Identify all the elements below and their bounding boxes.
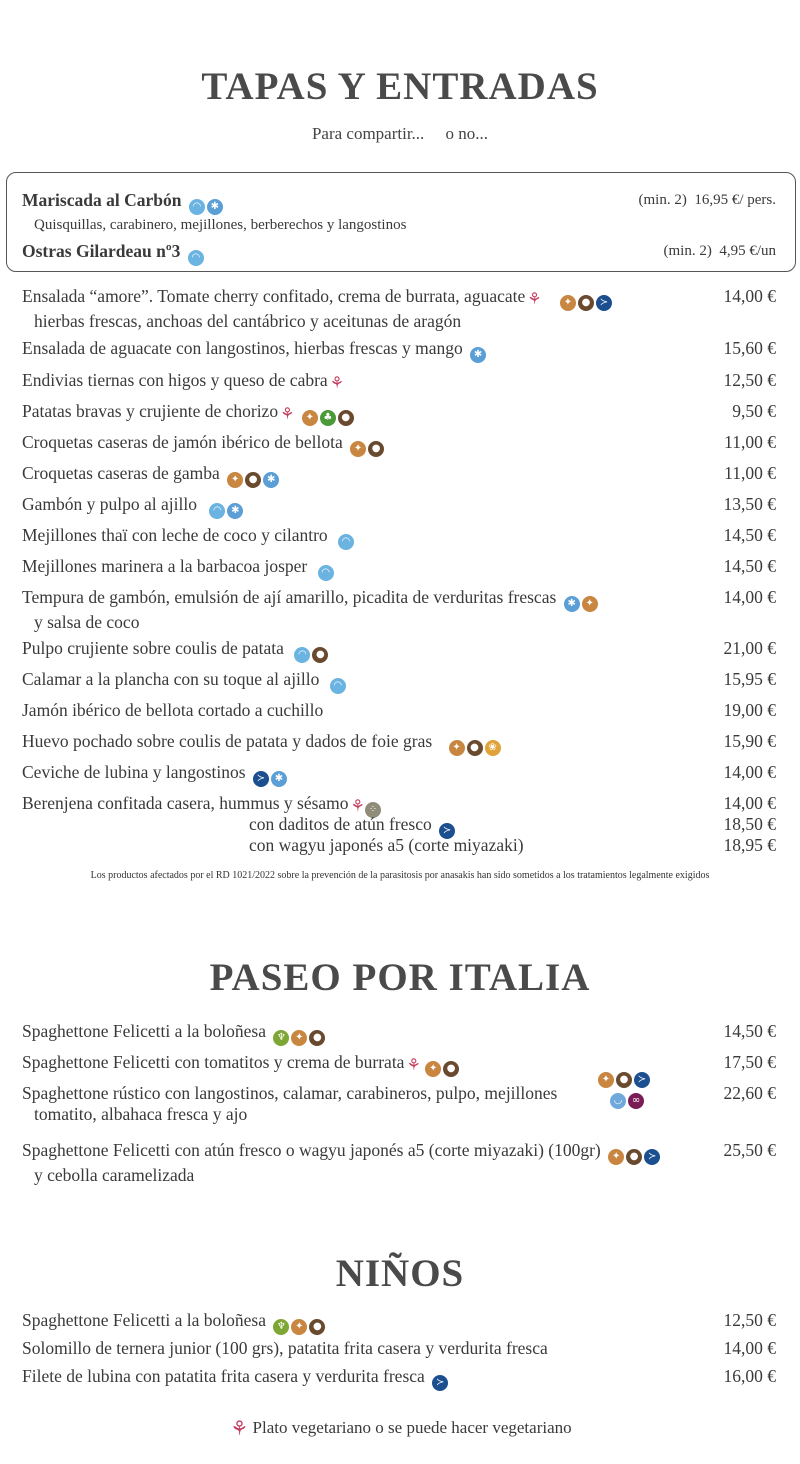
menu-item: Spaghettone Felicetti con atún fresco o wagyu japonés a5 (corte miyazaki) (100gr) ✦ ● ≻ 25,50 € y cebolla caramelizada [22, 1140, 776, 1185]
menu-item: Filete de lubina con patatita frita casera y verdurita fresca ≻ 16,00 € [22, 1366, 776, 1391]
shell-icon: ◠ [209, 503, 225, 519]
menu-item: Tempura de gambón, emulsión de ají amarillo, picadita de verduritas frescas ✱ ✦ 14,00 € y salsa de coco [22, 587, 776, 632]
sesame-icon: ⁘ [365, 802, 381, 818]
gluten-icon: ✦ [350, 441, 366, 457]
menu-item: Croquetas caseras de gamba ✦ ● ✱ 11,00 € [22, 463, 776, 488]
egg-icon: ● [309, 1319, 325, 1335]
celery-icon: ♆ [273, 1319, 289, 1335]
dairy-icon: ❀ [485, 740, 501, 756]
menu-item: Pulpo crujiente sobre coulis de patata ◠ ● 21,00 € [22, 638, 776, 663]
menu-item: Endivias tiernas con higos y queso de cabra ⚘ 12,50 € [22, 370, 776, 392]
egg-icon: ● [312, 647, 328, 663]
tulip-icon: ⚘ [329, 375, 345, 392]
tulip-icon: ⚘ [230, 1418, 249, 1440]
menu-item: Croquetas caseras de jamón ibérico de bellota ✦ ● 11,00 € [22, 432, 776, 457]
crab-icon: ✱ [564, 596, 580, 612]
shell-icon: ◠ [318, 565, 334, 581]
gluten-icon: ✦ [598, 1072, 614, 1088]
legend: ⚘ Plato vegetariano o se puede hacer vegetariano [230, 1418, 572, 1440]
egg-icon: ● [578, 295, 594, 311]
soy-icon: ♣ [320, 410, 336, 426]
fish-icon: ≻ [439, 823, 455, 839]
menu-item: Ensalada de aguacate con langostinos, hierbas frescas y mango ✱ 15,60 € [22, 338, 776, 363]
allergen-icons [610, 1093, 644, 1109]
shell-icon: ◠ [189, 199, 205, 215]
shell-icon: ◠ [330, 678, 346, 694]
menu-item: Ostras Gilardeau nº3 ◠ (min. 2) 4,95 €/un [22, 241, 776, 266]
menu-item: Spaghettone rústico con langostinos, calamar, carabineros, pulpo, mejillones 22,60 € tomatito, albahaca fresca y ajo [22, 1083, 776, 1124]
gluten-icon: ✦ [608, 1149, 624, 1165]
menu-item: Spaghettone Felicetti a la boloñesa ♆ ✦ ● 14,50 € [22, 1021, 776, 1046]
menu-item: Solomillo de ternera junior (100 grs), patatita frita casera y verdurita fresca 14,00 € [22, 1338, 776, 1358]
fish-icon: ≻ [644, 1149, 660, 1165]
menu-item: Huevo pochado sobre coulis de patata y dados de foie gras ✦ ● ❀ 15,90 € [22, 731, 776, 756]
section-title-ninos: NIÑOS [335, 1252, 465, 1295]
sulfite-icon: ∞ [628, 1093, 644, 1109]
egg-icon: ● [245, 472, 261, 488]
menu-item-extra: con daditos de atún fresco ≻ 18,50 € [249, 814, 776, 839]
fish-icon: ≻ [596, 295, 612, 311]
egg-icon: ● [616, 1072, 632, 1088]
shell-icon: ◠ [294, 647, 310, 663]
gluten-icon: ✦ [291, 1030, 307, 1046]
menu-item: Spaghettone Felicetti a la boloñesa ♆ ✦ ● 12,50 € [22, 1310, 776, 1335]
shell-icon: ◠ [188, 250, 204, 266]
menu-item: Spaghettone Felicetti con tomatitos y crema de burrata ⚘ ✦ ● 17,50 € [22, 1052, 776, 1077]
egg-icon: ● [338, 410, 354, 426]
gluten-icon: ✦ [425, 1061, 441, 1077]
menu-item: Berenjena confitada casera, hummus y sésamo ⚘ ⁘ 14,00 € [22, 793, 776, 818]
crab-icon: ✱ [263, 472, 279, 488]
egg-icon: ● [443, 1061, 459, 1077]
crab-icon: ✱ [227, 503, 243, 519]
menu-item: Mejillones marinera a la barbacoa josper ◠ 14,50 € [22, 556, 776, 581]
gluten-icon: ✦ [291, 1319, 307, 1335]
egg-icon: ● [467, 740, 483, 756]
menu-item: Mejillones thaï con leche de coco y cilantro ◠ 14,50 € [22, 525, 776, 550]
crab-icon: ✱ [207, 199, 223, 215]
tulip-icon: ⚘ [527, 291, 542, 308]
gluten-icon: ✦ [227, 472, 243, 488]
gluten-icon: ✦ [302, 410, 318, 426]
menu-item-extra: con wagyu japonés a5 (corte miyazaki) 18,95 € [249, 835, 776, 855]
section-subtitle: Para compartir... o no... [311, 124, 489, 143]
fish-icon: ≻ [253, 771, 269, 787]
tulip-icon: ⚘ [406, 1057, 421, 1074]
gluten-icon: ✦ [449, 740, 465, 756]
menu-item: Jamón ibérico de bellota cortado a cuchillo 19,00 € [22, 700, 776, 720]
fish-icon: ≻ [432, 1375, 448, 1391]
gluten-icon: ✦ [560, 295, 576, 311]
menu-item: Ceviche de lubina y langostinos ≻ ✱ 14,00 € [22, 762, 776, 787]
fish-icon: ≻ [634, 1072, 650, 1088]
menu-item: Gambón y pulpo al ajillo ◠ ✱ 13,50 € [22, 494, 776, 519]
mollusc-icon: ◡ [610, 1093, 626, 1109]
crab-icon: ✱ [271, 771, 287, 787]
menu-item: Patatas bravas y crujiente de chorizo ⚘ ✦ ♣ ● 9,50 € [22, 401, 776, 426]
tulip-icon: ⚘ [350, 798, 365, 815]
crab-icon: ✱ [470, 347, 486, 363]
tulip-icon: ⚘ [280, 406, 295, 423]
legal-note: Los productos afectados por el RD 1021/2022 sobre la prevención de la parasitosis por anasakis han sido sometidos a los tratamientos legalmente exigidos [90, 870, 710, 881]
egg-icon: ● [368, 441, 384, 457]
menu-item: Mariscada al Carbón ◠ ✱ (min. 2) 16,95 €/ pers. Quisquillas, carabinero, mejillones, berberechos y langostinos [22, 190, 776, 233]
section-title-italia: PASEO POR ITALIA [209, 956, 591, 999]
celery-icon: ♆ [273, 1030, 289, 1046]
gluten-icon: ✦ [582, 596, 598, 612]
section-title-tapas: TAPAS Y ENTRADAS [201, 65, 599, 108]
menu-item: Calamar a la plancha con su toque al ajillo ◠ 15,95 € [22, 669, 776, 694]
allergen-icons [598, 1072, 650, 1088]
menu-item: Ensalada “amore”. Tomate cherry confitado, crema de burrata, aguacate ⚘ ✦ ● ≻ 14,00 € hierbas frescas, anchoas del cantábrico y aceitunas de aragón [22, 286, 776, 331]
egg-icon: ● [309, 1030, 325, 1046]
egg-icon: ● [626, 1149, 642, 1165]
shell-icon: ◠ [338, 534, 354, 550]
